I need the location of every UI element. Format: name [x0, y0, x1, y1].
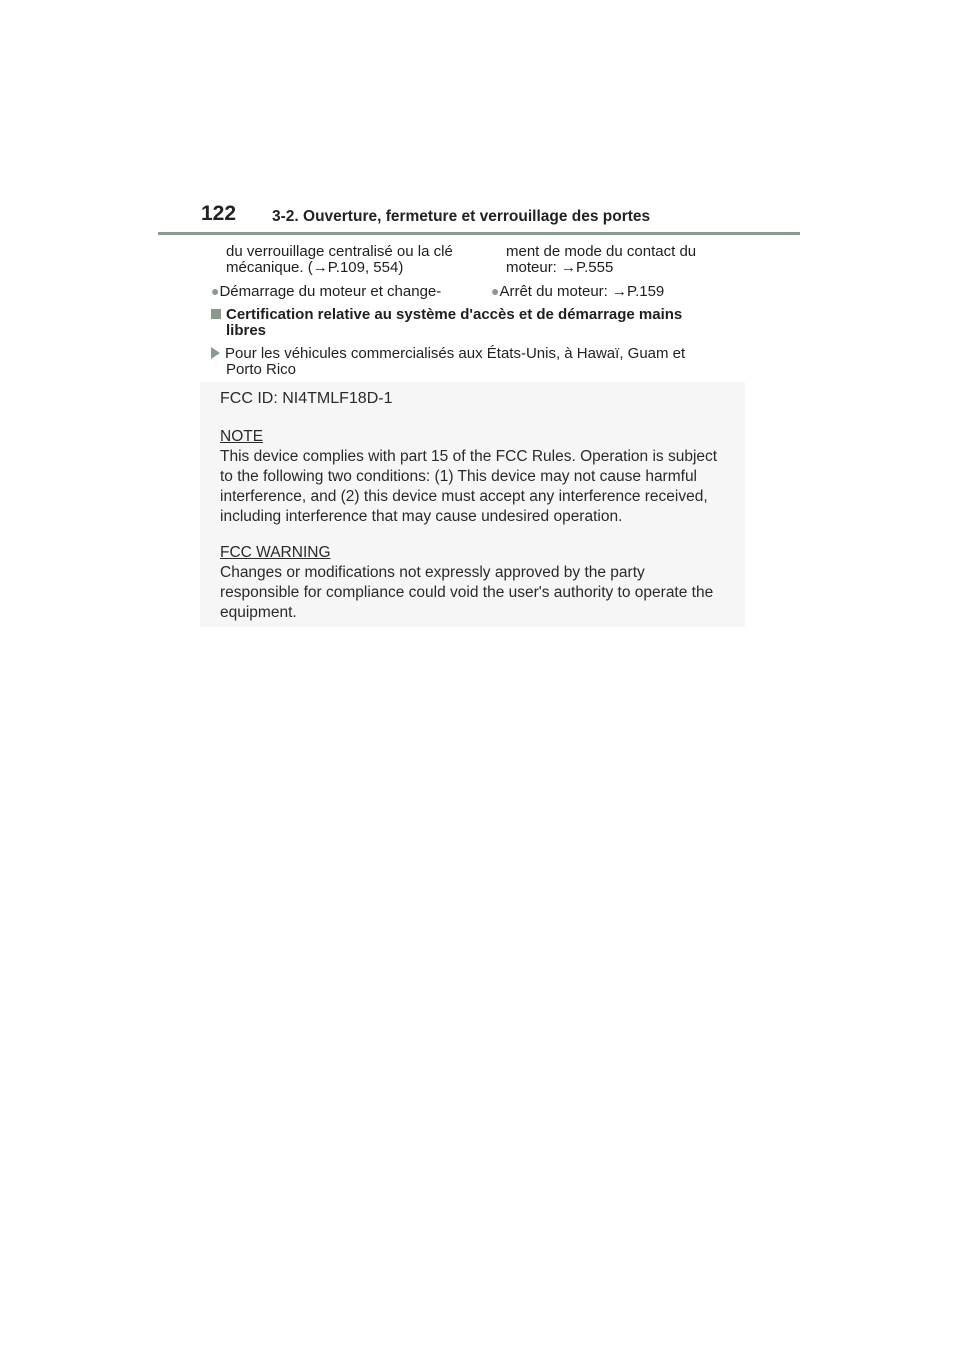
bullet-text: Arrêt du moteur: →P.159 — [499, 283, 665, 300]
note-line: including interference that may cause undesired operation. — [220, 508, 623, 525]
left-cont-line-2: mécanique. (→P.109, 554) — [226, 259, 404, 276]
warning-line: responsible for compliance could void the user's authority to operate the — [220, 584, 714, 601]
certification-heading — [211, 307, 751, 339]
certification-heading-line-1: Certification relative au système d'accès et de démarrage mains — [226, 306, 683, 323]
square-marker-icon — [211, 309, 221, 319]
certification-heading-line-2: libres — [226, 322, 267, 339]
header-divider — [158, 232, 800, 235]
us-market-note — [211, 346, 751, 378]
warning-line: equipment. — [220, 604, 297, 621]
note-line: interference, and (2) this device must accept any interference received, — [220, 488, 708, 505]
fcc-id: FCC ID: NI4TMLF18D-1 — [220, 390, 393, 407]
bullet-item-engine-stop — [491, 283, 664, 300]
bullet-text: Démarrage du moteur et change- — [219, 283, 442, 300]
triangle-marker-icon — [211, 347, 220, 359]
note-line: to the following two conditions: (1) This device may not cause harmful — [220, 468, 698, 485]
note-line: This device complies with part 15 of the FCC Rules. Operation is subject — [220, 448, 718, 465]
right-column-continuation — [506, 244, 766, 276]
bullet-item-engine-start — [211, 283, 441, 300]
bullet-dot-icon: ● — [211, 283, 220, 299]
right-cont-line-2: moteur: →P.555 — [506, 259, 614, 276]
warning-title: FCC WARNING — [220, 544, 331, 561]
us-note-line-1: Pour les véhicules commercialisés aux États-Unis, à Hawaï, Guam et — [225, 345, 686, 362]
left-cont-line-1: du verrouillage centralisé ou la clé — [226, 243, 453, 260]
right-cont-line-1: ment de mode du contact du — [506, 243, 697, 260]
warning-line: Changes or modifications not expressly approved by the party — [220, 564, 645, 581]
bullet-dot-icon: ● — [491, 283, 500, 299]
page-number: 122 — [201, 202, 237, 225]
note-title: NOTE — [220, 428, 264, 445]
left-column-continuation — [226, 244, 486, 276]
section-title: 3-2. Ouverture, fermeture et verrouillage des portes — [272, 208, 651, 225]
fcc-label-image — [200, 382, 745, 627]
us-note-line-2: Porto Rico — [226, 361, 297, 378]
